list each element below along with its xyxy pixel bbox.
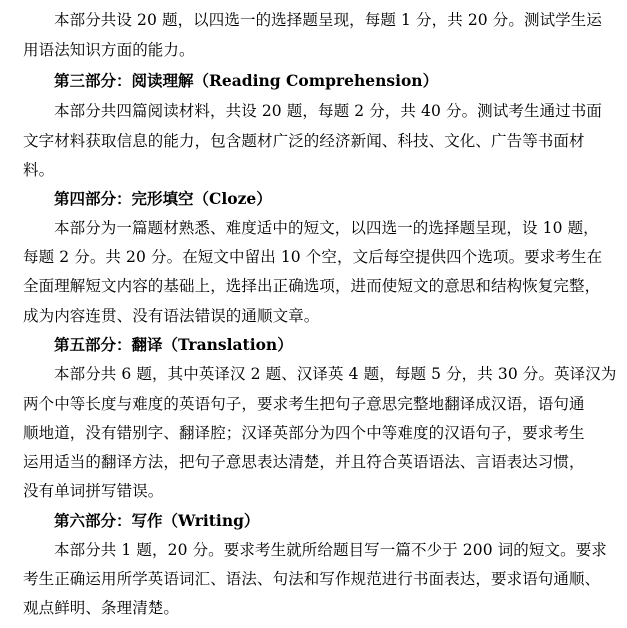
paragraph-line: 两个中等长度与难度的英语句子，要求考生把句子意思完整地翻译成汉语，语句通: [23, 395, 585, 413]
paragraph-line: 考生正确运用所学英语词汇、语法、句法和写作规范进行书面表达，要求语句通顺、: [23, 570, 601, 588]
paragraph-line: 没有单词拼写错误。: [23, 482, 164, 500]
section-heading-reading: 第三部分：阅读理解（Reading Comprehension）: [54, 71, 439, 90]
paragraph-line: 成为内容连贯、没有语法错误的通顺文章。: [23, 307, 320, 325]
paragraph-line: 本部分共 6 题，其中英译汉 2 题、汉译英 4 题，每题 5 分，共 30 分。英译汉为: [54, 365, 617, 383]
paragraph-line: 文字材料获取信息的能力，包含题材广泛的经济新闻、科技、文化、广告等书面材: [23, 132, 585, 150]
paragraph-line: 用语法知识方面的能力。: [23, 41, 195, 59]
paragraph-line: 本部分共设 20 题，以四选一的选择题呈现，每题 1 分，共 20 分。测试学生运: [54, 11, 602, 29]
paragraph-line: 顺地道，没有错别字、翻译腔；汉译英部分为四个中等难度的汉语句子，要求考生: [23, 424, 585, 442]
paragraph-line: 全面理解短文内容的基础上，选择出正确选项，进而使短文的意思和结构恢复完整，: [23, 277, 601, 295]
paragraph-line: 本部分共四篇阅读材料，共设 20 题，每题 2 分，共 40 分。测试考生通过书面: [54, 102, 602, 120]
paragraph-line: 本部分为一篇题材熟悉、难度适中的短文，以四选一的选择题呈现，设 10 题，: [54, 219, 599, 237]
paragraph-line: 运用适当的翻译方法，把句子意思表达清楚，并且符合英语语法、言语表达习惯，: [23, 453, 585, 471]
paragraph-line: 观点鲜明、条理清楚。: [23, 599, 180, 617]
section-heading-cloze: 第四部分：完形填空（Cloze）: [54, 189, 272, 208]
paragraph-line: 每题 2 分。共 20 分。在短文中留出 10 个空，文后每空提供四个选项。要求考生在: [23, 248, 603, 266]
paragraph-line: 本部分共 1 题，20 分。要求考生就所给题目写一篇不少于 200 词的短文。要求: [54, 541, 607, 559]
section-heading-writing: 第六部分：写作（Writing）: [54, 511, 260, 530]
section-heading-translation: 第五部分：翻译（Translation）: [54, 335, 293, 354]
paragraph-line: 料。: [23, 161, 55, 179]
